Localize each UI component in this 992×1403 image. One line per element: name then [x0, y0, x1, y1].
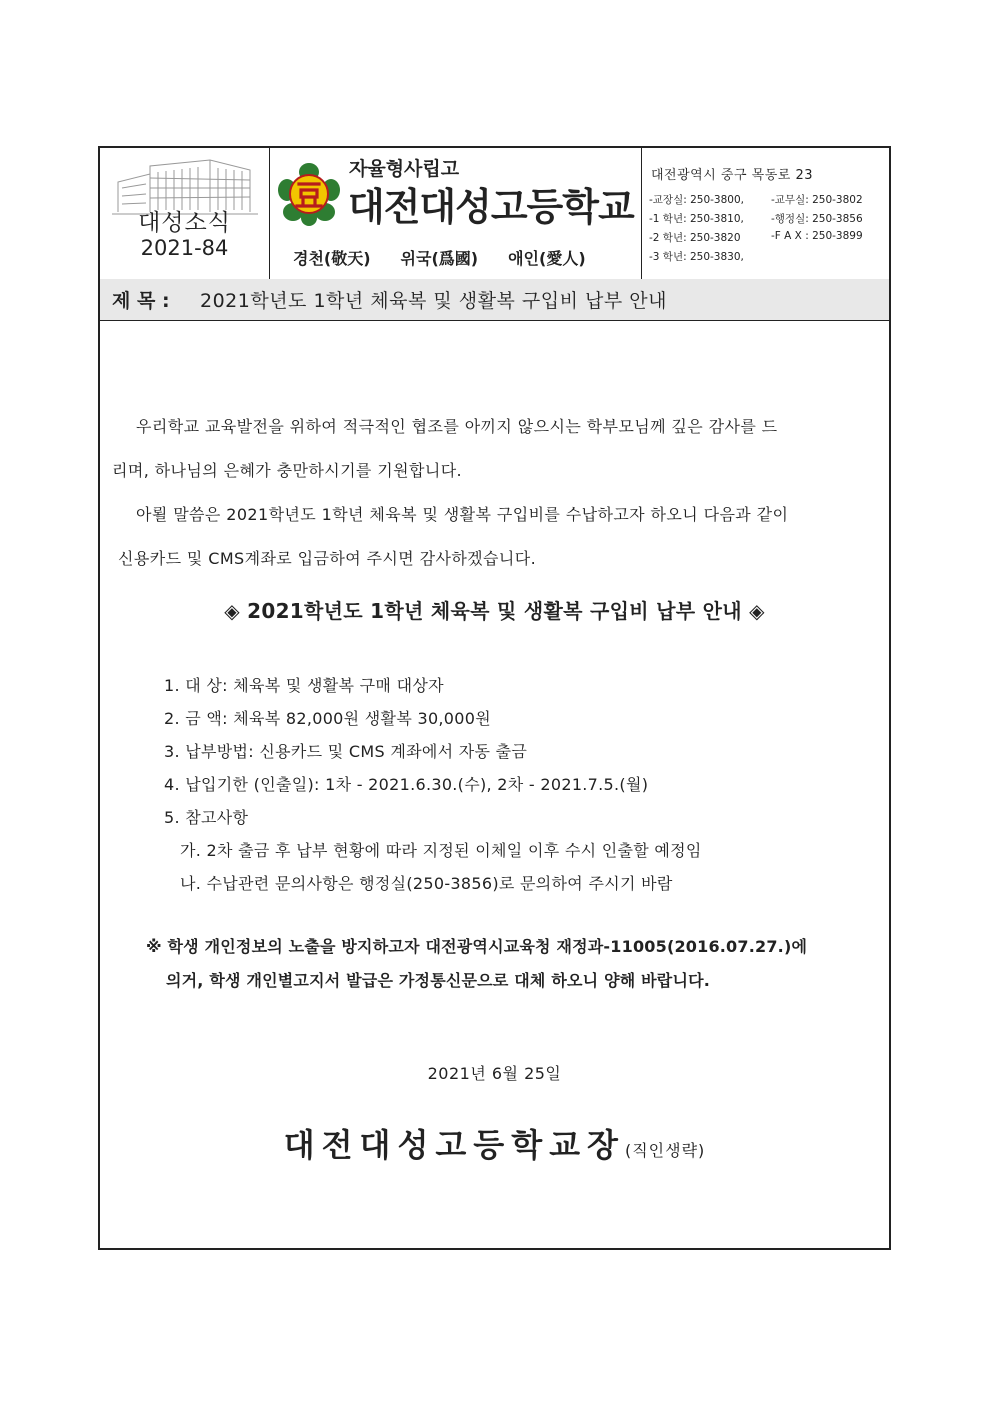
sub-list-item: 가. 2차 출금 후 납부 현황에 따라 지정된 이체일 이후 수시 인출할 예정임: [180, 841, 702, 860]
phone-entry: -3 학년: 250-3830,: [649, 251, 744, 263]
phone-row: [649, 249, 744, 264]
school-type: 자율형사립고: [349, 158, 460, 180]
sub-list-item: 나. 수납관련 문의사항은 행정실(250-3856)로 문의하여 주시기 바람: [180, 874, 673, 893]
subject-text: 2021학년도 1학년 체육복 및 생활복 구입비 납부 안내: [200, 290, 667, 312]
list-item: 1. 대 상: 체육복 및 생활복 구매 대상자: [164, 676, 444, 695]
intro-line-1: 아뢸 말씀은 2021학년도 1학년 체육복 및 생활복 구입비를 수납하고자 하오니 다음과 같이: [136, 505, 789, 524]
list-item: 5. 참고사항: [164, 808, 249, 827]
principal-signature: [100, 1120, 889, 1166]
document-frame: [98, 146, 891, 1250]
motto: 경천(敬天): [293, 249, 371, 268]
subject-bar: [100, 279, 889, 321]
phone-row: [649, 230, 863, 245]
school-cell: [269, 148, 642, 279]
letterhead: [100, 148, 889, 280]
greeting-line-2: 리며, 하나님의 은혜가 충만하시기를 기원합니다.: [112, 461, 463, 480]
subject-label: 제 목 :: [112, 290, 170, 312]
phone-entry: -2 학년: 250-3820: [649, 232, 741, 244]
seal-note: (직인생략): [624, 1141, 706, 1160]
phone-entry: -F A X : 250-3899: [771, 230, 863, 242]
greeting-line-1: 우리학교 교육발전을 위하여 적극적인 협조를 아끼지 않으시는 학부모님께 깊은 감사를 드: [136, 417, 778, 436]
contact-cell: [641, 148, 889, 279]
phone-row: [649, 192, 863, 207]
phone-entry: -1 학년: 250-3810,: [649, 213, 744, 225]
phone-entry: -교무실: 250-3802: [771, 194, 863, 206]
privacy-notice-line-2: 의거, 학생 개인별고지서 발급은 가정통신문으로 대체 하오니 양해 바랍니다.: [166, 971, 711, 990]
principal-name: 대전대성고등학교장: [283, 1126, 625, 1164]
phone-entry: -교장실: 250-3800,: [649, 194, 744, 206]
issue-date: 2021년 6월 25일: [427, 1064, 562, 1083]
school-emblem-icon: [275, 160, 343, 228]
list-item: 2. 금 액: 체육복 82,000원 생활복 30,000원: [164, 709, 492, 728]
motto: 애인(愛人): [508, 249, 586, 268]
privacy-notice-line-1: ※ 학생 개인정보의 노출을 방지하고자 대전광역시교육청 재정과-11005(2016.07.27.)에: [146, 937, 808, 956]
section-title: ◈ 2021학년도 1학년 체육복 및 생활복 구입비 납부 안내 ◈: [224, 599, 765, 623]
phone-row: [649, 211, 863, 226]
school-address: 대전광역시 중구 목동로 23: [651, 168, 814, 183]
newsletter-cell: [100, 148, 270, 279]
school-name: 대전대성고등학교: [348, 185, 634, 229]
motto: 위국(爲國): [400, 249, 479, 268]
list-item: 4. 납입기한 (인출일): 1차 - 2021.6.30.(수), 2차 - 2021.7.5.(월): [164, 775, 649, 794]
newsletter-number: 2021-84: [140, 236, 229, 260]
list-item: 3. 납부방법: 신용카드 및 CMS 계좌에서 자동 출금: [164, 742, 528, 761]
phone-entry: -행정실: 250-3856: [771, 213, 863, 225]
intro-line-2: 신용카드 및 CMS계좌로 입금하여 주시면 감사하겠습니다.: [118, 549, 537, 568]
newsletter-title: 대성소식: [138, 210, 231, 236]
school-mottos: [293, 246, 616, 269]
